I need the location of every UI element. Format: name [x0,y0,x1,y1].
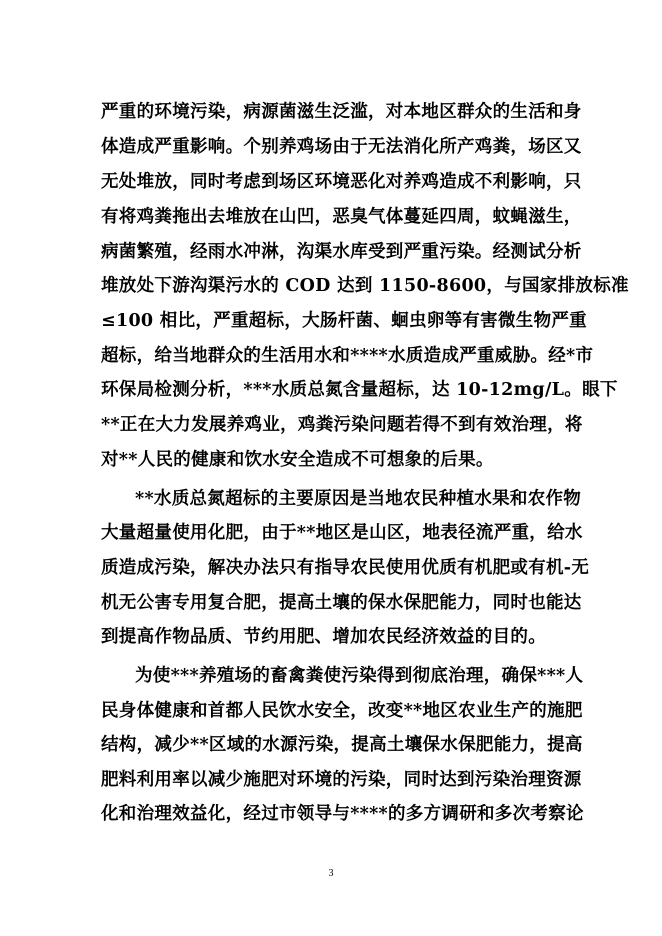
text-line: 病菌繁殖，经雨水冲淋，沟渠水库受到严重污染。经测试分析 [101,242,582,262]
text-line: 无处堆放，同时考虑到场区环境恶化对养鸡造成不利影响，只 [101,172,582,192]
text-line: 机无公害专用复合肥，提高土壤的保水保肥能力，同时也能达 [101,593,582,613]
text-line: 环保局检测分析，***水质总氮含量超标，达 10-12mg/L。眼下 [101,380,618,400]
text-line: 结构，减少**区域的水源污染，提高土壤保水保肥能力，提高 [101,735,583,755]
text-line: 堆放处下游沟渠污水的 COD 达到 1150-8600，与国家排放标准 [101,276,629,296]
text-line: ≤100 相比，严重超标，大肠杆菌、蛔虫卵等有害微生物严重 [101,311,587,331]
text-line: 超标，给当地群众的生活用水和****水质造成严重威胁。经*市 [101,346,594,366]
text-line: 化和治理效益化，经过市领导与****的多方调研和多次考察论 [101,804,584,824]
text-line: 为使***养殖场的畜禽粪使污染得到彻底治理，确保***人 [135,666,584,686]
text-line: 对**人民的健康和饮水安全造成不可想象的后果。 [101,450,494,470]
text-line: 严重的环境污染，病源菌滋生泛滥，对本地区群众的生活和身 [101,102,582,122]
text-line: 有将鸡粪拖出去堆放在山凹，恶臭气体蔓延四周，蚊蝇滋生， [101,207,582,227]
text-line: **水质总氮超标的主要原因是当地农民种植水果和农作物 [135,489,582,509]
text-line: 肥料利用率以减少施肥对环境的污染，同时达到污染治理资源 [101,770,582,790]
text-line: 大量超量使用化肥，由于**地区是山区，地表径流严重，给水 [101,523,583,543]
text-line: **正在大力发展养鸡业，鸡粪污染问题若得不到有效治理，将 [101,415,583,435]
text-line: 体造成严重影响。个别养鸡场由于无法消化所产鸡粪，场区又 [101,137,582,157]
text-line: 质造成污染，解决办法只有指导农民使用优质有机肥或有机-无 [101,558,590,578]
text-line: 民身体健康和首都人民饮水安全，改变**地区农业生产的施肥 [101,701,583,721]
text-line: 到提高作物品质、节约用肥、增加农民经济效益的目的。 [101,627,546,647]
page-number: 3 [328,868,334,879]
